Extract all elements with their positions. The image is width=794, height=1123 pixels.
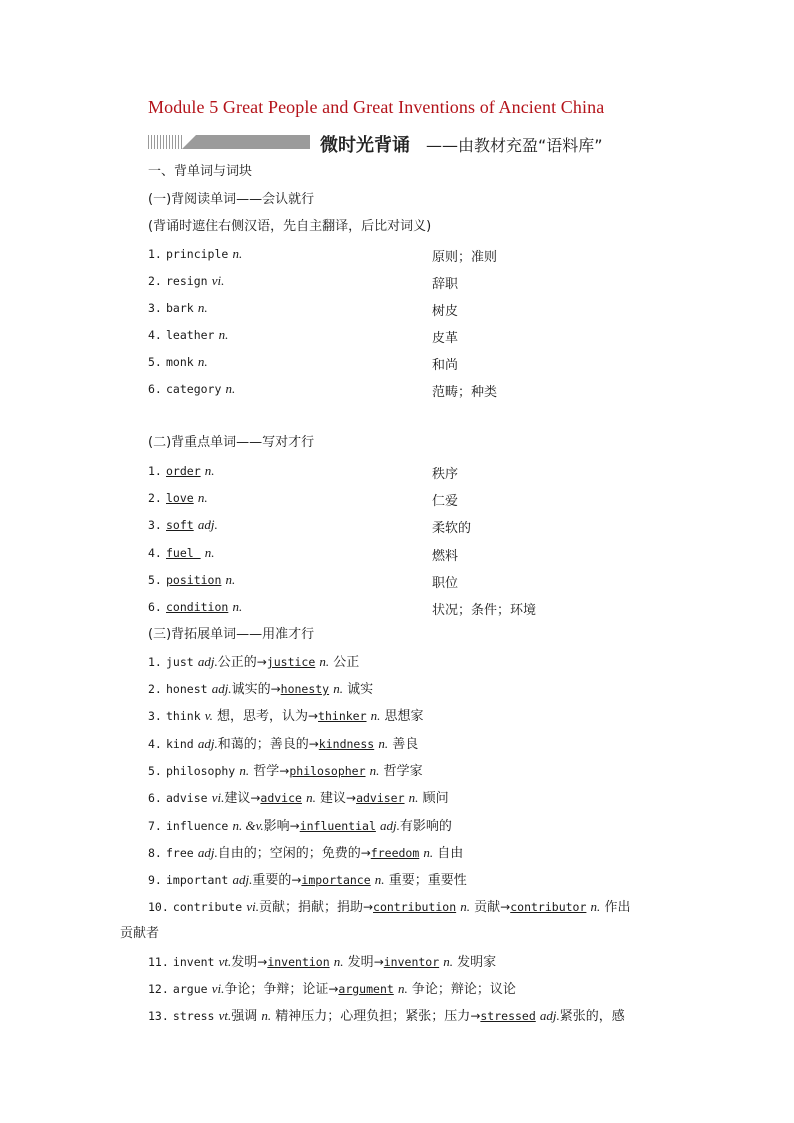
word-meaning: 仁爱: [432, 494, 459, 509]
text-span: 发明: [231, 955, 258, 970]
word-meaning: 燃料: [432, 549, 459, 564]
text-span: 自由的；空闲的；免费的: [217, 846, 361, 861]
text-span: n.: [232, 599, 243, 614]
text-span: 6.: [148, 600, 162, 614]
text-span: stress: [172, 1009, 215, 1023]
word-meaning: 职位: [432, 576, 459, 591]
text-span: 争论；争辩；论证: [224, 982, 329, 997]
text-span: 发明家: [457, 955, 497, 970]
text-span: n.: [397, 981, 408, 996]
arrow-icon: →: [256, 655, 267, 669]
answer-word: order: [166, 464, 201, 478]
text-span: adj.: [197, 517, 218, 532]
text-span: 紧张的，感: [559, 1009, 625, 1024]
list-item: [148, 818, 452, 835]
list-item: [148, 490, 208, 507]
text-span: just: [166, 655, 194, 669]
list-item: [148, 763, 423, 780]
text-span: adj.: [197, 736, 218, 751]
list-item: [148, 790, 449, 807]
text-span: philosophy: [166, 764, 236, 778]
arrow-icon: →: [360, 846, 371, 860]
text-span: 6.: [148, 791, 162, 805]
text-span: n.: [225, 572, 236, 587]
text-span: invent: [172, 955, 215, 969]
text-span: n.: [197, 300, 208, 315]
list-item: [148, 545, 215, 562]
module-title: Module 5 Great People and Great Inventions of Ancient China: [148, 97, 605, 117]
list-item: [148, 599, 242, 616]
text-span: 和蔼的；善良的: [217, 737, 309, 752]
text-span: n.: [333, 681, 343, 696]
text-span: important: [166, 873, 229, 887]
word-meaning: 辞职: [432, 277, 459, 292]
answer-word: contributor: [510, 900, 587, 914]
arrow-icon: →: [270, 682, 281, 696]
text-span: monk: [166, 355, 194, 369]
answer-word: love: [166, 491, 194, 505]
answer-word: philosopher: [289, 764, 366, 778]
arrow-icon: →: [307, 709, 319, 723]
text-span: n.: [239, 763, 250, 778]
text-span: 2.: [148, 682, 162, 696]
answer-word: condition: [166, 600, 229, 614]
text-span: n. &v.: [232, 818, 264, 833]
part2-heading: (二)背重点单词——写对才行: [148, 435, 315, 450]
banner-bold-title: 微时光背诵: [320, 135, 410, 156]
word-meaning: 和尚: [432, 358, 459, 373]
text-span: 5.: [148, 573, 162, 587]
text-span: 建议: [319, 791, 346, 806]
arrow-icon: →: [346, 791, 357, 805]
text-span: category: [166, 382, 222, 396]
section-heading: 一、背单词与词块: [148, 164, 253, 179]
answer-word: justice: [266, 655, 316, 669]
list-item: [148, 899, 630, 916]
text-span: n.: [306, 790, 316, 805]
text-span: 1.: [148, 655, 162, 669]
text-span: 贡献；捐献；捐助: [258, 900, 363, 915]
list-item: [148, 736, 418, 753]
banner-bar-decoration: [182, 135, 310, 149]
text-span: principle: [166, 247, 229, 261]
word-meaning: 原则；准则: [432, 250, 498, 265]
text-span: n.: [218, 327, 229, 342]
text-span: 发明: [347, 955, 374, 970]
list-item: [148, 1008, 625, 1025]
text-span: argue: [172, 982, 208, 996]
text-span: v.: [204, 708, 213, 723]
answer-word: kindness: [318, 737, 375, 751]
text-span: 善良: [392, 737, 419, 752]
text-span: 3.: [148, 518, 162, 532]
text-span: 公正: [333, 655, 360, 670]
word-meaning: 范畴；种类: [432, 385, 498, 400]
arrow-icon: →: [328, 982, 339, 996]
list-item: [148, 981, 516, 998]
part1-note: (背诵时遮住右侧汉语，先自主翻译，后比对词义): [148, 219, 432, 234]
text-span: 诚实: [347, 682, 374, 697]
list-item: [148, 872, 467, 889]
arrow-icon: →: [362, 900, 374, 914]
answer-word: argument: [338, 982, 394, 996]
text-span: 想，思考，认为: [216, 709, 308, 724]
answer-word: honesty: [280, 682, 330, 696]
text-span: bark: [166, 301, 194, 315]
text-span: n.: [374, 872, 385, 887]
word-meaning: 状况；条件；环境: [432, 603, 537, 618]
list-item: [148, 273, 224, 290]
text-span: 12.: [148, 982, 169, 996]
answer-word: advice: [260, 791, 302, 805]
list-item-continuation: 贡献者: [120, 926, 160, 941]
list-item: [148, 954, 496, 971]
text-span: 3.: [148, 301, 162, 315]
part3-heading: (三)背拓展单词——用准才行: [148, 627, 315, 642]
list-item: [148, 354, 208, 371]
text-span: free: [166, 846, 194, 860]
text-span: adj.: [380, 818, 400, 833]
arrow-icon: →: [470, 1009, 481, 1023]
arrow-icon: →: [279, 764, 290, 778]
answer-word: contribution: [373, 900, 457, 914]
text-span: n.: [319, 654, 330, 669]
text-span: vi.: [211, 981, 225, 996]
text-span: 11.: [148, 955, 169, 969]
text-span: 建议: [224, 791, 251, 806]
text-span: vi.: [246, 899, 259, 914]
text-span: 作出: [604, 900, 631, 915]
text-span: 13.: [148, 1009, 169, 1023]
banner-subtitle: ——由教材充盈“语料库”: [426, 136, 603, 155]
text-span: 2.: [148, 274, 162, 288]
text-span: 影响: [263, 819, 290, 834]
text-span: contribute: [172, 900, 243, 914]
text-span: adj.: [197, 654, 218, 669]
arrow-icon: →: [291, 873, 302, 887]
answer-word: position: [166, 573, 222, 587]
arrow-icon: →: [250, 791, 261, 805]
text-span: n.: [225, 381, 236, 396]
answer-word: freedom: [370, 846, 420, 860]
text-span: n.: [423, 845, 434, 860]
text-span: 1.: [148, 464, 162, 478]
list-item: [148, 654, 359, 671]
answer-word: influential: [299, 819, 376, 833]
text-span: 重要；重要性: [388, 873, 467, 888]
text-span: think: [166, 709, 201, 723]
text-span: n.: [232, 246, 243, 261]
arrow-icon: →: [308, 737, 319, 751]
text-span: n.: [197, 490, 208, 505]
text-span: 强调: [231, 1009, 258, 1024]
arrow-icon: →: [373, 955, 384, 969]
text-span: 10.: [148, 900, 169, 914]
answer-word: invention: [267, 955, 330, 969]
text-span: leather: [166, 328, 215, 342]
text-span: 哲学家: [383, 764, 423, 779]
arrow-icon: →: [257, 955, 268, 969]
text-span: 公正的: [217, 655, 257, 670]
answer-word: importance: [301, 873, 371, 887]
text-span: 诚实的: [231, 682, 271, 697]
answer-word: inventor: [383, 955, 440, 969]
text-span: n.: [369, 763, 380, 778]
text-span: influence: [166, 819, 229, 833]
text-span: vi.: [211, 790, 225, 805]
text-span: n.: [204, 463, 215, 478]
text-span: 1.: [148, 247, 162, 261]
list-item: [148, 381, 235, 398]
text-span: n.: [333, 954, 344, 969]
arrow-icon: →: [500, 900, 511, 914]
word-meaning: 皮革: [432, 331, 459, 346]
text-span: n.: [204, 545, 215, 560]
part1-heading: (一)背阅读单词——会认就行: [148, 192, 315, 207]
list-item: [148, 572, 235, 589]
text-span: 3.: [148, 709, 162, 723]
text-span: 顾问: [422, 791, 449, 806]
text-span: n.: [460, 899, 471, 914]
text-span: n.: [408, 790, 419, 805]
answer-word: stressed: [480, 1009, 536, 1023]
text-span: 4.: [148, 737, 162, 751]
answer-word: thinker: [318, 709, 367, 723]
list-item: [148, 246, 242, 263]
text-span: vi.: [211, 273, 225, 288]
text-span: 8.: [148, 846, 162, 860]
text-span: 5.: [148, 764, 162, 778]
list-item: [148, 300, 208, 317]
text-span: 6.: [148, 382, 162, 396]
text-span: adj.: [211, 681, 232, 696]
list-item: [148, 681, 373, 698]
word-meaning: 秩序: [432, 467, 459, 482]
text-span: adj.: [197, 845, 218, 860]
text-span: 贡献: [474, 900, 501, 915]
text-span: adj.: [232, 872, 253, 887]
list-item: [148, 708, 424, 725]
list-item: [148, 463, 215, 480]
arrow-icon: →: [289, 819, 300, 833]
text-span: vt.: [218, 954, 232, 969]
section-banner: [148, 131, 668, 157]
text-span: n.: [443, 954, 454, 969]
text-span: 思想家: [384, 709, 424, 724]
text-span: kind: [166, 737, 194, 751]
text-span: n.: [370, 708, 381, 723]
text-span: 自由: [437, 846, 464, 861]
answer-word: soft: [166, 518, 194, 532]
text-span: 4.: [148, 328, 162, 342]
answer-word: fuel: [166, 546, 201, 560]
text-span: adj.: [539, 1008, 560, 1023]
text-span: resign: [166, 274, 208, 288]
text-span: n.: [261, 1008, 272, 1023]
banner-hatch-decoration: [148, 135, 184, 149]
text-span: 2.: [148, 491, 162, 505]
text-span: 有影响的: [399, 819, 452, 834]
text-span: advise: [166, 791, 208, 805]
list-item: [148, 327, 228, 344]
text-span: 4.: [148, 546, 162, 560]
text-span: n.: [378, 736, 389, 751]
text-span: 重要的: [252, 873, 292, 888]
text-span: 精神压力；心理负担；紧张；压力: [275, 1009, 471, 1024]
text-span: n.: [590, 899, 601, 914]
text-span: vt.: [218, 1008, 232, 1023]
answer-word: adviser: [356, 791, 405, 805]
text-span: 争论；辩论；议论: [411, 982, 516, 997]
list-item: [148, 517, 218, 534]
text-span: n.: [197, 354, 208, 369]
word-meaning: 树皮: [432, 304, 459, 319]
text-span: 5.: [148, 355, 162, 369]
text-span: 9.: [148, 873, 162, 887]
word-meaning: 柔软的: [432, 521, 472, 536]
text-span: 哲学: [253, 764, 280, 779]
list-item: [148, 845, 463, 862]
text-span: honest: [166, 682, 208, 696]
text-span: 7.: [148, 819, 162, 833]
